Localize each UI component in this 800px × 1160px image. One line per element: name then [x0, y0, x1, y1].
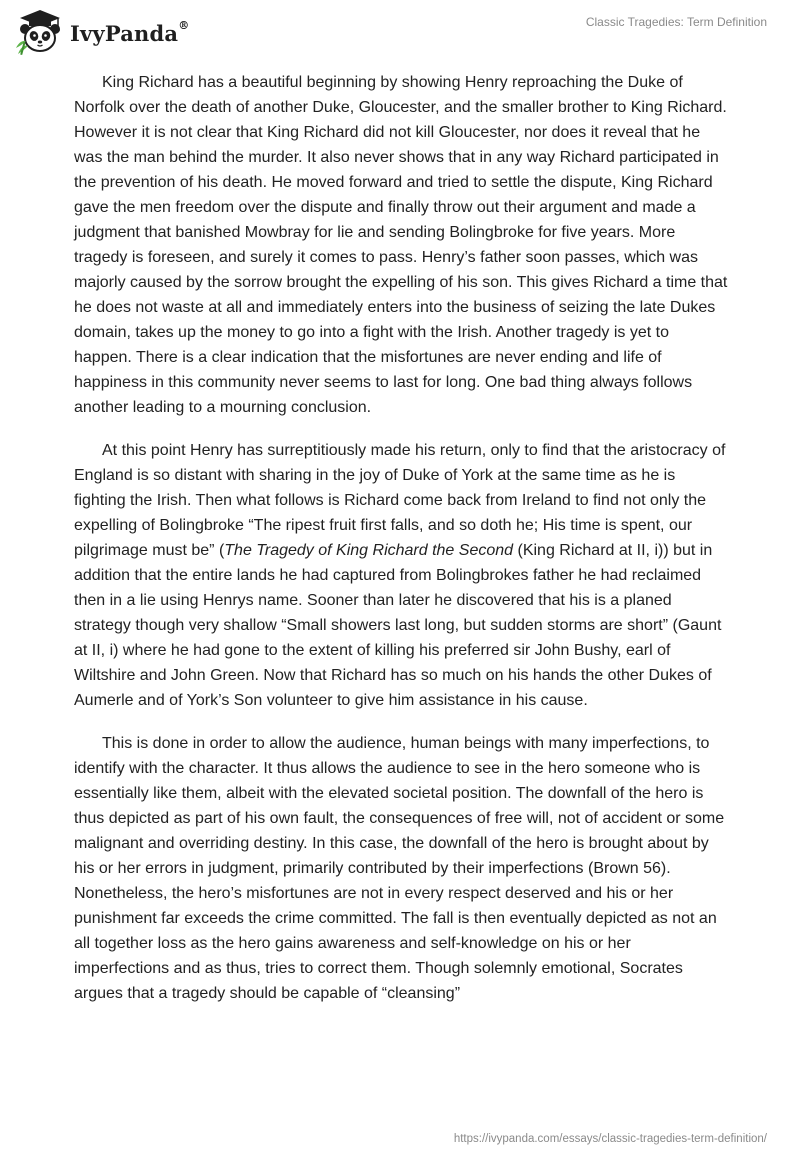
- paragraph-2-text-end: (King Richard at II, i)) but in addition that the entire lands he had captured from Bolingbrokes father he had reclaimed then in a lie using Henrys name. Sooner than later he discovered that his is a planed strategy though very shallow “Small showers last long, but sudden storms are short” (Gaunt at II, i) where he had gone to the extent of killing his preferred sir John Bushy, earl of Wiltshire and John Green. Now that Richard has so much on his hands the other Dukes of Aumerle and of York’s Son volunteer to give him assistance in his cause.: [74, 542, 722, 709]
- paragraph-2-text-start: At this point Henry has surreptitiously made his return, only to find that the aristocracy of England is so distant with sharing in the joy of Duke of York at the same time as he is fighting the Irish. Then what follows is Richard come back from Ireland to find not only the expelling of Bolingbroke “The ripest fruit first falls, and so doth he; His time is spent, our pilgrimage must be” (: [74, 442, 726, 559]
- brand-name: IvyPanda®: [70, 18, 190, 46]
- source-url[interactable]: https://ivypanda.com/essays/classic-tragedies-term-definition/: [453, 1133, 767, 1145]
- essay-body: [74, 70, 729, 1024]
- play-title-citation: The Tragedy of King Richard the Second: [224, 542, 514, 559]
- paragraph-2: [74, 438, 729, 713]
- paragraph-3: This is done in order to allow the audience, human beings with many imperfections, to identify with the character. It thus allows the audience to see in the hero someone who is essentially like them, albeit with the elevated societal position. The downfall of the hero is thus depicted as part of his own fault, the consequences of free will, not of accident or some malignant and overriding destiny. In this case, the downfall of the hero is brought about by his or her errors in judgment, primarily contributed by their imperfections (Brown 56). Nonetheless, the hero’s misfortunes are not in every respect deserved and his or her punishment far exceeds the crime committed. The fall is then eventually depicted as not an all together loss as the hero gains awareness and self-knowledge on his or her imperfections and as thus, tries to correct them. Though solemnly emotional, Socrates argues that a tragedy should be capable of “cleansing”: [74, 735, 725, 1002]
- panda-graduate-icon: [14, 8, 66, 56]
- page-header: [0, 0, 800, 60]
- document-title: Classic Tragedies: Term Definition: [585, 15, 767, 29]
- ivypanda-logo[interactable]: [14, 8, 189, 56]
- paragraph-1: King Richard has a beautiful beginning by showing Henry reproaching the Duke of Norfolk over the death of another Duke, Gloucester, and the smaller brother to King Richard. However it is not clear that King Richard did not kill Gloucester, nor does it reveal that he was the man behind the murder. It also never shows that in any way Richard participated in the prevention of his death. He moved forward and tried to settle the dispute, King Richard gave the men freedom over the dispute and finally throw out their argument and made a judgment that banished Mowbray for lie and sending Bolingbroke for five years. More tragedy is foreseen, and surely it comes to pass. Henry’s father soon passes, which was majorly caused by the sorrow brought the expelling of his son. This gives Richard a time that he does not waste at all and immediately enters into the business of seizing the late Dukes domain, takes up the money to go into a fight with the Irish. Another tragedy is yet to happen. There is a clear indication that the misfortunes are never ending and life of happiness in this community never seems to last for long. One bad thing always follows another leading to a mourning conclusion.: [74, 74, 728, 416]
